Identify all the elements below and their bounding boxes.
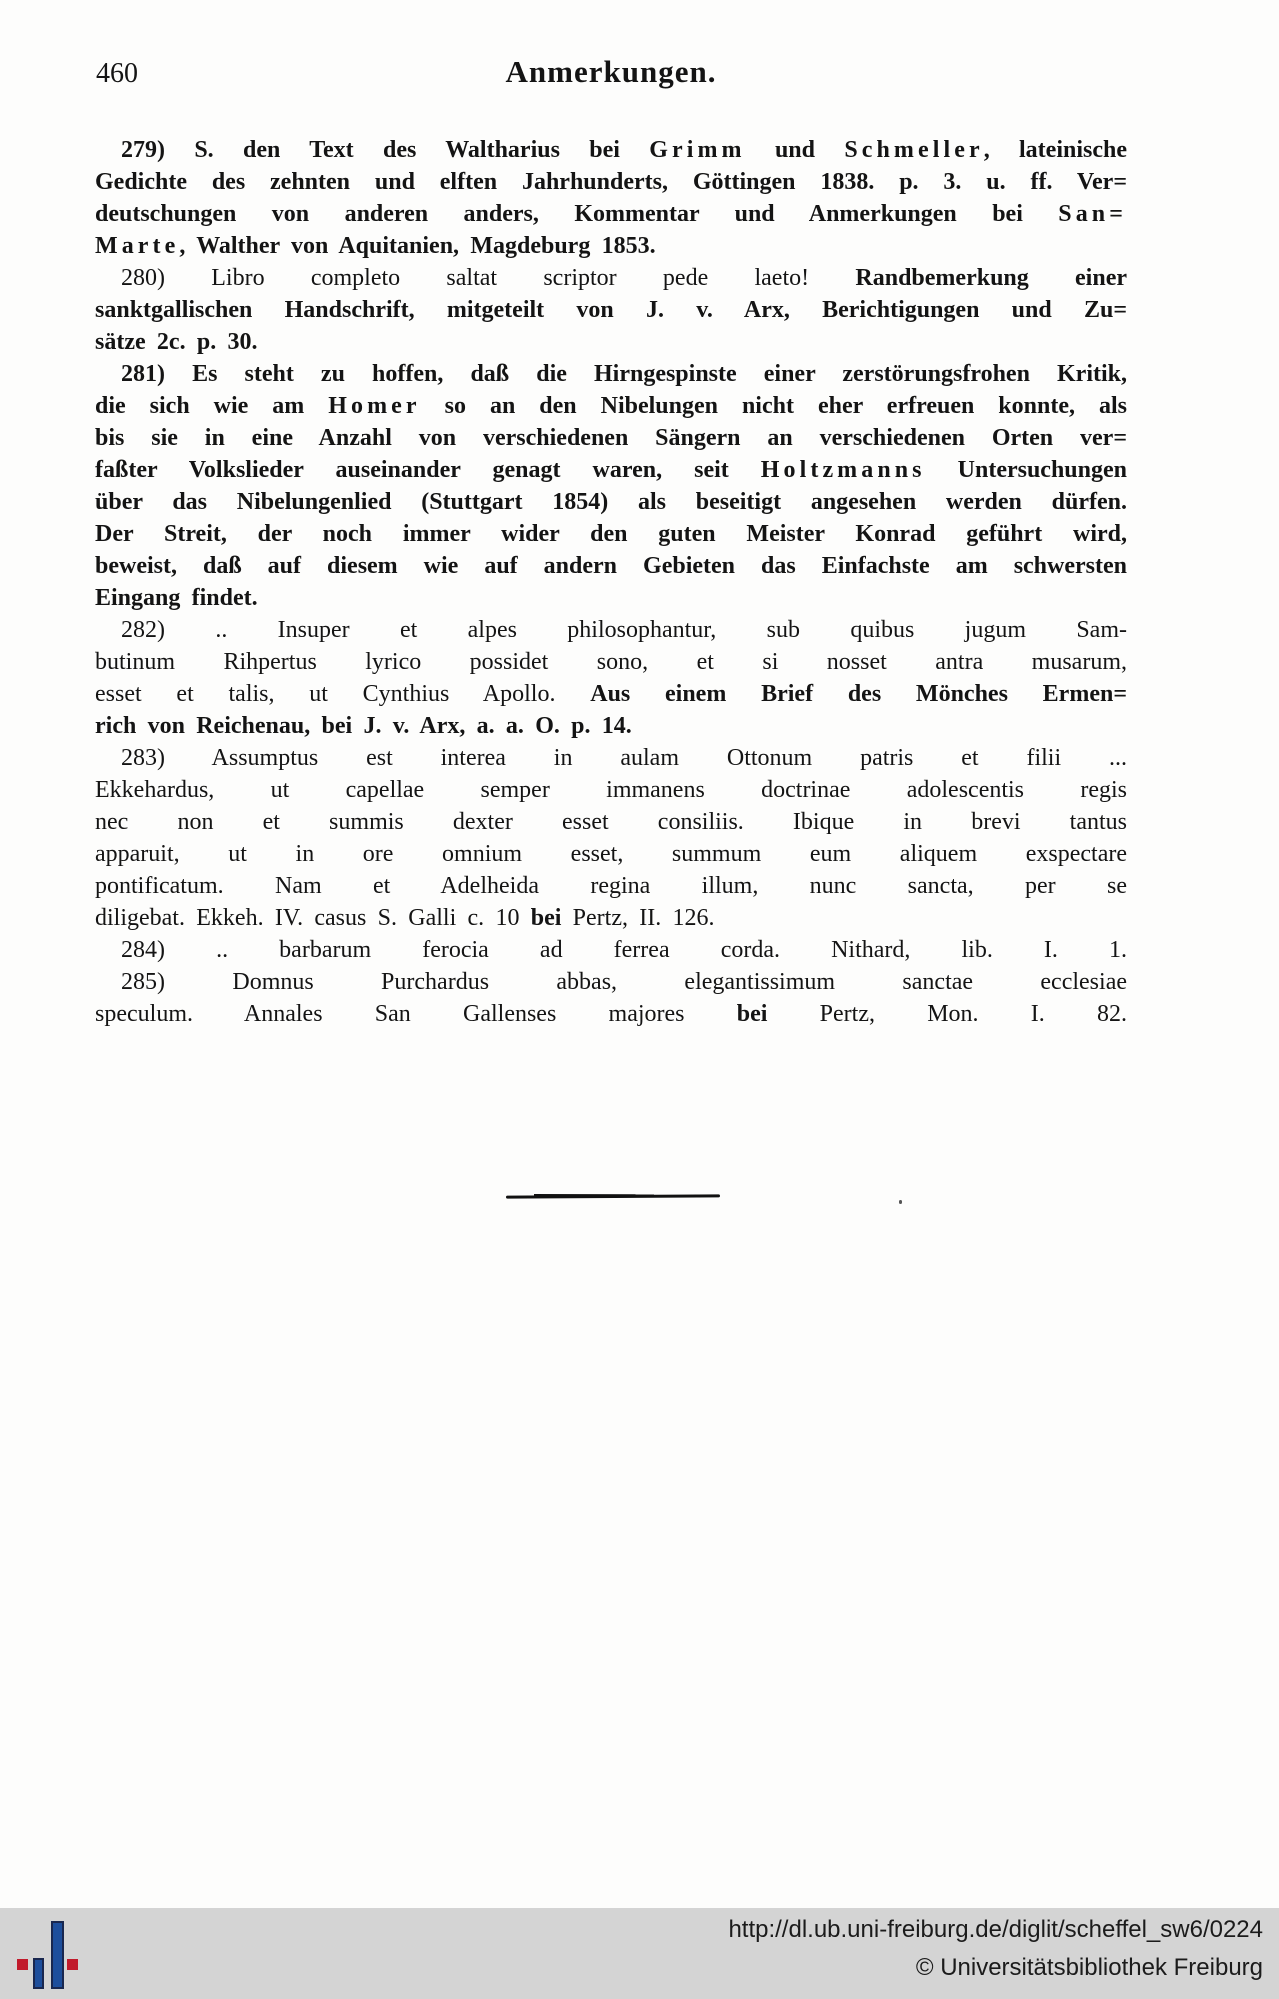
text-line <box>95 902 1127 934</box>
text-segment: 283) Assumptus est interea in aulam Ottonum patris et filii ... <box>121 745 1127 771</box>
text-line <box>95 550 1127 582</box>
text-segment: 281) Es steht zu hoffen, daß die Hirngespinste einer zerstörungsfrohen Kritik, <box>121 361 1127 387</box>
text-segment: Homer <box>328 393 421 419</box>
text-line <box>95 518 1127 550</box>
text-line <box>95 294 1127 326</box>
text-segment: 282) .. Insuper et alpes philosophantur, sub quibus jugum Sam- <box>121 617 1127 643</box>
text-segment: apparuit, ut in ore omnium esset, summum eum aliquem exspectare <box>95 841 1127 867</box>
text-segment: , lateinische <box>983 137 1128 163</box>
text-segment: 285) Domnus Purchardus abbas, elegantissimum sanctae ecclesiae <box>121 969 1127 995</box>
logo-red-square-left <box>17 1959 28 1970</box>
text-line <box>95 934 1127 966</box>
logo-blue-bar-tall <box>51 1921 64 1989</box>
text-line <box>95 966 1127 998</box>
text-line <box>95 166 1127 198</box>
text-line <box>95 454 1127 486</box>
text-line <box>95 806 1127 838</box>
text-segment: rich von Reichenau, bei J. v. Arx, a. a. O. p. 14. <box>95 713 632 739</box>
text-segment: die sich wie am <box>95 393 329 419</box>
text-segment: faßter Volkslieder auseinander genagt waren, seit <box>95 457 761 483</box>
text-segment: Aus einem Brief des Mönches Ermen= <box>590 681 1127 707</box>
text-line <box>95 230 1127 262</box>
text-line <box>95 358 1127 390</box>
text-line <box>95 774 1127 806</box>
page-number: 460 <box>96 58 138 89</box>
logo-blue-bar-short <box>33 1958 44 1989</box>
text-segment: bei <box>530 905 562 931</box>
text-segment: Pertz, Mon. I. 82. <box>767 1001 1127 1027</box>
text-line <box>95 742 1127 774</box>
text-line <box>95 614 1127 646</box>
text-segment: Randbemerkung einer <box>855 265 1127 291</box>
text-segment: sätze 2c. p. 30. <box>95 329 258 355</box>
text-segment: Ekkehardus, ut capellae semper immanens doctrinae adolescentis regis <box>95 777 1127 803</box>
text-segment: so an den Nibelungen nicht eher erfreuen konnte, als <box>420 393 1127 419</box>
text-segment: Der Streit, der noch immer wider den guten Meister Konrad geführt wird, <box>95 521 1127 547</box>
text-segment: Holtzmanns <box>760 457 926 483</box>
text-segment: 280) Libro completo saltat scriptor pede laeto! <box>121 265 856 291</box>
text-line <box>95 326 1127 358</box>
text-line <box>95 710 1127 742</box>
text-segment: über das Nibelungenlied (Stuttgart 1854) als beseitigt angesehen werden dürfen. <box>95 489 1127 515</box>
text-line <box>95 838 1127 870</box>
footer-text <box>728 1911 1263 1987</box>
text-line <box>95 486 1127 518</box>
text-segment: Grimm <box>649 137 746 163</box>
body-text <box>95 134 1127 1030</box>
text-line <box>95 998 1127 1030</box>
text-line <box>95 422 1127 454</box>
footer-url: http://dl.ub.uni-freiburg.de/diglit/scheffel_sw6/0224 <box>728 1916 1263 1943</box>
text-segment: nec non et summis dexter esset consiliis. Ibique in brevi tantus <box>95 809 1127 835</box>
text-segment: San= <box>1058 201 1127 227</box>
text-line <box>95 198 1127 230</box>
ink-speck <box>899 1200 902 1204</box>
text-segment: und <box>745 137 845 163</box>
text-segment: bis sie in eine Anzahl von verschiedenen Sängern an verschiedenen Orten ver= <box>95 425 1127 451</box>
text-segment: , Walther von Aquitanien, Magdeburg 1853. <box>179 233 656 259</box>
text-line <box>95 134 1127 166</box>
text-segment: sanktgallischen Handschrift, mitgeteilt von J. v. Arx, Berichtigungen und Zu= <box>95 297 1127 323</box>
footer-copyright: © Universitätsbibliothek Freiburg <box>915 1954 1263 1981</box>
text-segment: butinum Rihpertus lyrico possidet sono, et si nosset antra musarum, <box>95 649 1127 675</box>
text-segment: Eingang findet. <box>95 585 258 611</box>
text-line <box>95 582 1127 614</box>
text-segment: Gedichte des zehnten und elften Jahrhunderts, Göttingen 1838. p. 3. u. ff. Ver= <box>95 169 1127 195</box>
text-segment: Pertz, II. 126. <box>561 905 715 931</box>
text-segment: diligebat. Ekkeh. IV. casus S. Galli c. 10 <box>95 905 531 931</box>
text-line <box>95 870 1127 902</box>
text-segment: beweist, daß auf diesem wie auf andern Gebieten das Einfachste am schwersten <box>95 553 1127 579</box>
logo-red-square-right <box>67 1959 78 1970</box>
text-segment: esset et talis, ut Cynthius Apollo. <box>95 681 591 707</box>
text-segment: deutschungen von anderen anders, Kommentar und Anmerkungen bei <box>95 201 1059 227</box>
text-line <box>95 390 1127 422</box>
text-segment: bei <box>736 1001 768 1027</box>
text-segment: 279) S. den Text des Waltharius bei <box>121 137 650 163</box>
text-segment: Untersuchungen <box>925 457 1128 483</box>
text-line <box>95 646 1127 678</box>
ub-freiburg-logo <box>0 1908 100 1999</box>
section-divider-rule <box>506 1194 720 1198</box>
text-line <box>95 262 1127 294</box>
text-segment: Marte <box>95 233 180 259</box>
text-segment: 284) .. barbarum ferocia ad ferrea corda. Nithard, lib. I. 1. <box>121 937 1127 963</box>
text-segment: pontificatum. Nam et Adelheida regina illum, nunc sancta, per se <box>95 873 1127 899</box>
text-line <box>95 678 1127 710</box>
text-segment: Schmeller <box>844 137 984 163</box>
page-title: Anmerkungen. <box>505 54 717 89</box>
text-segment: speculum. Annales San Gallenses majores <box>95 1001 737 1027</box>
